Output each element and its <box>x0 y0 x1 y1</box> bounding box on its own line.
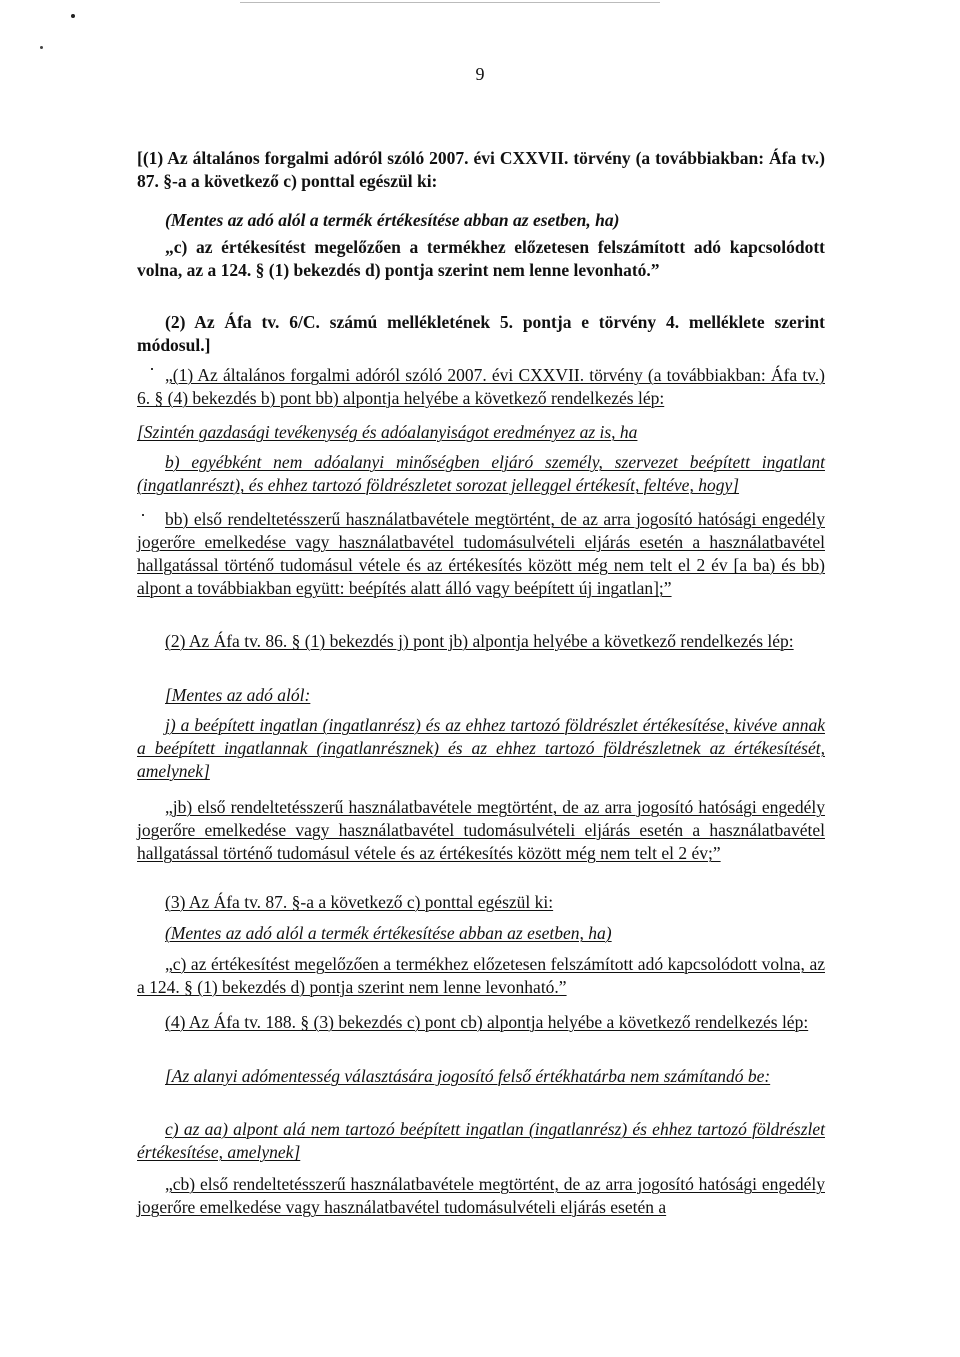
paragraph-new-2-j: j) a beépített ingatlan (ingatlanrész) és az ehhez tartozó földrészlet értékesítése, kivéve annak a beépített ingatlannak (ingatlanrésznek) és az ehhez tartozó földrészletnek az értékesítését, amelynek] <box>137 715 825 781</box>
paragraph-new-3: (3) Az Áfa tv. 87. §-a a következő c) ponttal egészül ki: <box>165 892 554 912</box>
paragraph-new-1-bb: bb) első rendeltetésszerű használatbavétele megtörtént, de az arra jogosító hatósági engedély jogerőre emelkedése vagy használatbavétel tudomásulvételi eljárás esetén a használatbavétel hallgatással történő tudomásul vétele és az értékesítés között még nem telt el 2 év [a ba) és bb) alpont a továbbiakban együtt: beépítés alatt álló vagy beépített új ingatlan];” <box>137 509 825 598</box>
paragraph-new-2-jb: „jb) első rendeltetésszerű használatbavétele megtörtént, de az arra jogosító hatósági engedély jogerőre emelkedése vagy használatbavétel tudomásulvételi eljárás esetén a használatbavétel hallgatással történő tudomásul vétele és az értékesítés között még nem telt el 2 év;” <box>137 797 825 863</box>
scan-speck <box>71 14 75 18</box>
scan-speck <box>40 46 43 49</box>
paragraph-point-c: „c) az értékesítést megelőzően a termékhez előzetesen felszámított adó kapcsolódott volna, az a 124. § (1) bekezdés d) pontja szerint nem lenne levonható.” <box>137 237 825 280</box>
paragraph-new-1-context: [Szintén gazdasági tevékenység és adóalanyiságot eredményez az is, ha <box>137 422 638 442</box>
paragraph-exempt-heading: (Mentes az adó alól a termék értékesítése abban az esetben, ha) <box>165 210 620 230</box>
page-number: 9 <box>475 64 485 84</box>
paragraph-annex-amendment: (2) Az Áfa tv. 6/C. számú mellékletének 5. pontja e törvény 4. melléklete szerint módosul.] <box>137 312 825 355</box>
paragraph-new-4-c: c) az aa) alpont alá nem tartozó beépített ingatlan (ingatlanrész) és ehhez tartozó földrészlet értékesítése, amelynek] <box>137 1119 825 1162</box>
paragraph-new-4: (4) Az Áfa tv. 188. § (3) bekezdés c) pont cb) alpontja helyébe a következő rendelkezés lép: <box>165 1012 809 1032</box>
paragraph-new-3-context: (Mentes az adó alól a termék értékesítése abban az esetben, ha) <box>165 923 612 943</box>
paragraph-new-4-cb: „cb) első rendeltetésszerű használatbavétele megtörtént, de az arra jogosító hatósági engedély jogerőre emelkedése vagy használatbavétel tudomásulvételi eljárás esetén a <box>137 1174 825 1217</box>
paragraph-amendment-intro: [(1) Az általános forgalmi adóról szóló 2007. évi CXXVII. törvény (a továbbiakban: Áfa tv.) 87. §-a a következő c) ponttal egészül ki: <box>137 148 825 191</box>
paragraph-new-1: „(1) Az általános forgalmi adóról szóló 2007. évi CXXVII. törvény (a továbbiakban: Áfa tv.) 6. § (4) bekezdés b) pont bb) alpontja helyébe a következő rendelkezés lép: <box>137 365 825 408</box>
paragraph-new-2: (2) Az Áfa tv. 86. § (1) bekezdés j) pont jb) alpontja helyébe a következő rendelkezés lép: <box>165 631 794 651</box>
paragraph-new-3-c: „c) az értékesítést megelőzően a termékhez előzetesen felszámított adó kapcsolódott volna, az a 124. § (1) bekezdés d) pontja szerint nem lenne levonható.” <box>137 954 825 997</box>
paragraph-new-4-context: [Az alanyi adómentesség választására jogosító felső értékhatárba nem számítandó be: <box>165 1066 771 1086</box>
paragraph-new-2-context: [Mentes az adó alól: <box>165 685 311 705</box>
paragraph-new-1-b: b) egyébként nem adóalanyi minőségben eljáró személy, szervezet beépített ingatlant (ingatlanrészt), és ehhez tartozó földrészletet sorozat jelleggel értékesít, feltéve, hogy] <box>137 452 825 495</box>
scan-edge-line <box>240 2 660 3</box>
